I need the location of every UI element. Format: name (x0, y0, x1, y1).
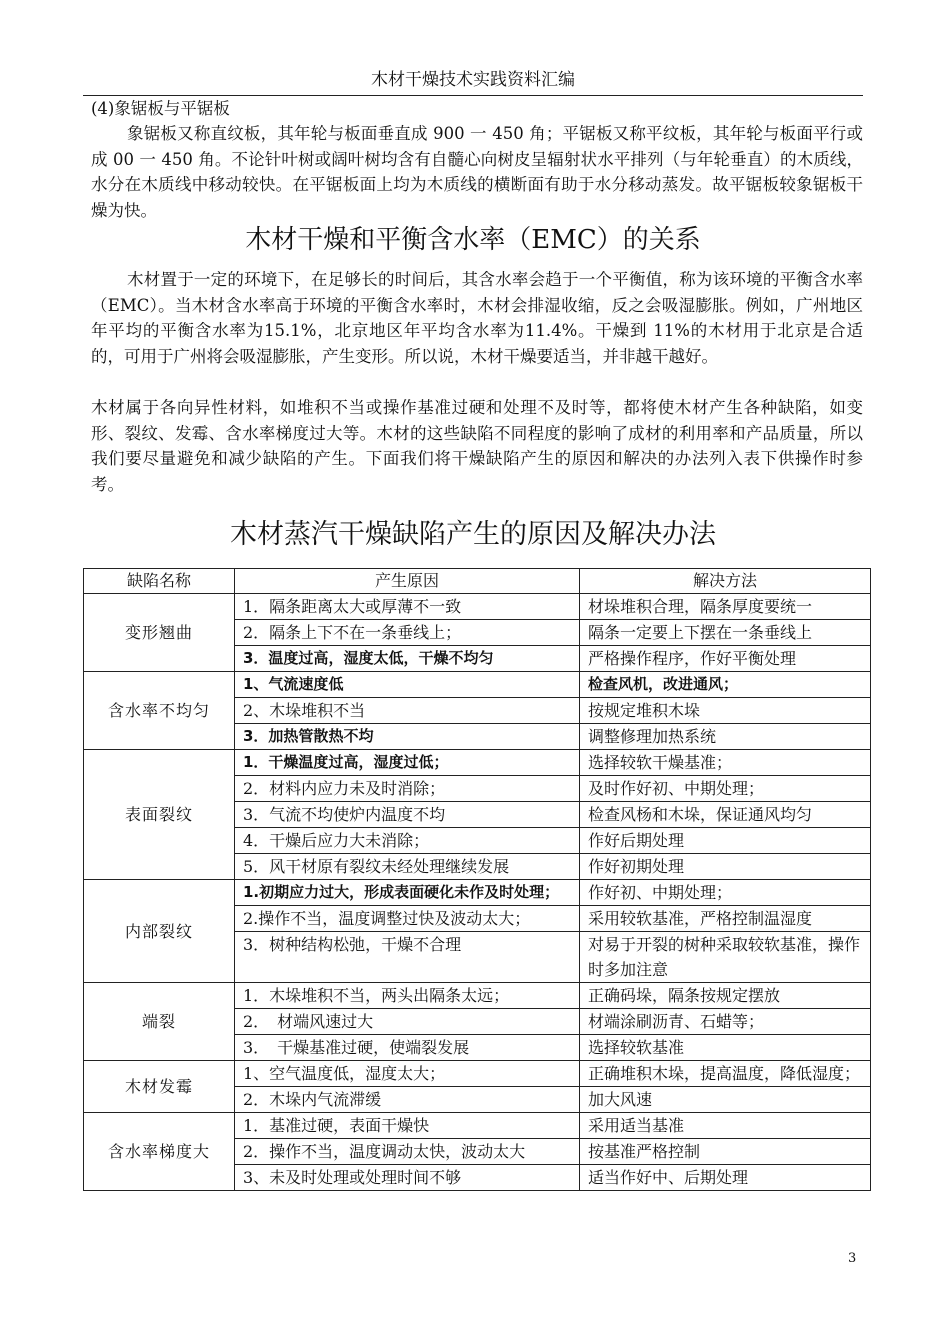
cause-cell: 1．隔条距离太大或厚薄不一致 (235, 594, 580, 620)
cause-cell: 2． 材端风速过大 (235, 1009, 580, 1035)
solution-cell: 选择较软基准 (580, 1035, 871, 1061)
solution-cell: 检查风杨和木垛，保证通风均匀 (580, 802, 871, 828)
defect-name: 端裂 (84, 983, 235, 1061)
defect-name: 变形翘曲 (84, 594, 235, 672)
emc-paragraph-1: 木材置于一定的环境下，在足够长的时间后，其含水率会趋于一个平衡值，称为该环境的平衡含水率（EMC）。当木材含水率高于环境的平衡含水率时，木材会排湿收缩，反之会吸湿膨胀。例如，广州地区年平均的平衡含水率为15.1%，北京地区年平均含水率为11.4%。干燥到 11%的木材用于北京是合适的，可用于广州将会吸湿膨胀，产生变形。所以说，木材干燥要适当，并非越干越好。 (91, 270, 863, 366)
cause-cell: 3．加热管散热不均 (235, 724, 580, 750)
section-heading: (4)象锯板与平锯板 (91, 99, 230, 118)
cause-cell: 3． 干燥基准过硬，使端裂发展 (235, 1035, 580, 1061)
solution-cell: 采用较软基准，严格控制温湿度 (580, 906, 871, 932)
solution-cell: 调整修理加热系统 (580, 724, 871, 750)
cause-cell: 1．干燥温度过高，湿度过低； (235, 750, 580, 776)
defects-table (83, 568, 871, 1191)
solution-cell: 作好初期处理 (580, 854, 871, 880)
table-row (84, 750, 871, 776)
solution-cell: 按规定堆积木垛 (580, 698, 871, 724)
cause-cell: 3、未及时处理或处理时间不够 (235, 1165, 580, 1191)
cause-cell: 1．木垛堆积不当，两头出隔条太远； (235, 983, 580, 1009)
cause-cell: 2．木垛内气流滞缓 (235, 1087, 580, 1113)
emc-paragraph-2: 木材属于各向异性材料，如堆积不当或操作基准过硬和处理不及时等，都将使木材产生各种缺陷，如变形、裂纹、发霉、含水率梯度过大等。木材的这些缺陷不同程度的影响了成材的利用率和产品质量，所以我们要尽量避免和减少缺陷的产生。下面我们将干燥缺陷产生的原因和解决的办法列入表下供操作时参考。 (91, 398, 863, 494)
solution-cell: 适当作好中、后期处理 (580, 1165, 871, 1191)
cause-cell: 2．材料内应力未及时消除； (235, 776, 580, 802)
solution-cell: 采用适当基准 (580, 1113, 871, 1139)
cause-cell: 3．树种结构松弛，干燥不合理 (235, 932, 580, 983)
cause-cell: 2.操作不当，温度调整过快及波动太大； (235, 906, 580, 932)
cause-cell: 4．干燥后应力大未消除； (235, 828, 580, 854)
solution-cell: 正确码垛，隔条按规定摆放 (580, 983, 871, 1009)
solution-cell: 检查风机，改进通风； (580, 672, 871, 698)
table-row (84, 1061, 871, 1087)
solution-cell: 选择较软干燥基准； (580, 750, 871, 776)
table-row (84, 594, 871, 620)
cause-cell: 3．气流不均使炉内温度不均 (235, 802, 580, 828)
solution-cell: 材端涂刷沥青、石蜡等； (580, 1009, 871, 1035)
solution-cell: 作好后期处理 (580, 828, 871, 854)
defect-name: 含水率不均匀 (84, 672, 235, 750)
table-title: 木材蒸汽干燥缺陷产生的原因及解决办法 (230, 519, 716, 550)
solution-cell: 作好初、中期处理； (580, 880, 871, 906)
header-cause: 产生原因 (235, 569, 580, 594)
cause-cell: 1.初期应力过大，形成表面硬化未作及时处理； (235, 880, 580, 906)
cause-cell: 5．风干材原有裂纹未经处理继续发展 (235, 854, 580, 880)
solution-cell: 按基准严格控制 (580, 1139, 871, 1165)
table-row (84, 672, 871, 698)
cause-cell: 2、木垛堆积不当 (235, 698, 580, 724)
table-row (84, 983, 871, 1009)
defect-name: 含水率梯度大 (84, 1113, 235, 1191)
page-number: 3 (848, 1251, 857, 1266)
solution-cell: 加大风速 (580, 1087, 871, 1113)
cause-cell: 1、气流速度低 (235, 672, 580, 698)
emc-title: 木材干燥和平衡含水率（EMC）的关系 (245, 225, 701, 255)
table-row (84, 1113, 871, 1139)
solution-cell: 材垛堆积合理，隔条厚度要统一 (580, 594, 871, 620)
section-body: 象锯板又称直纹板，其年轮与板面垂直成 900 一 450 角；平锯板又称平纹板，其年轮与板面平行或成 00 一 450 角。不论针叶树或阔叶树均含有自髓心向树皮呈辐射状水平排列（与年轮垂直）的木质线，水分在木质线中移动较快。在平锯板面上均为木质线的横断面有助于水分移动蒸发。故平锯板较象锯板干燥为快。 (91, 124, 863, 220)
defect-name: 表面裂纹 (84, 750, 235, 880)
solution-cell: 隔条一定要上下摆在一条垂线上 (580, 620, 871, 646)
solution-cell: 正确堆积木垛，提高温度，降低湿度； (580, 1061, 871, 1087)
defect-name: 木材发霉 (84, 1061, 235, 1113)
solution-cell: 对易于开裂的树种采取较软基准，操作时多加注意 (580, 932, 871, 983)
cause-cell: 1、空气温度低，湿度太大； (235, 1061, 580, 1087)
defect-name: 内部裂纹 (84, 880, 235, 983)
solution-cell: 严格操作程序，作好平衡处理 (580, 646, 871, 672)
running-header: 木材干燥技术实践资料汇编 (371, 70, 575, 90)
solution-cell: 及时作好初、中期处理； (580, 776, 871, 802)
cause-cell: 3．温度过高，湿度太低，干燥不均匀 (235, 646, 580, 672)
header-defect: 缺陷名称 (84, 569, 235, 594)
header-solution: 解决方法 (580, 569, 871, 594)
cause-cell: 2．隔条上下不在一条垂线上； (235, 620, 580, 646)
cause-cell: 1．基准过硬，表面干燥快 (235, 1113, 580, 1139)
table-header-row (84, 569, 871, 594)
cause-cell: 2．操作不当，温度调动太快，波动太大 (235, 1139, 580, 1165)
table-row (84, 880, 871, 906)
